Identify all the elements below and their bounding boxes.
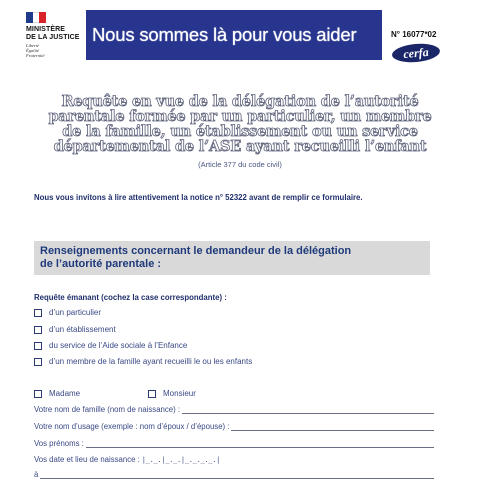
option-ase[interactable]: du service de l’Aide sociale à l’Enfance [34, 341, 187, 350]
nom-famille-input[interactable] [182, 406, 434, 414]
ministry-logo [26, 12, 86, 58]
option-etablissement[interactable]: d’un établissement [34, 325, 116, 334]
cerfa-logo: cerfa [391, 42, 440, 64]
section-header: Renseignements concernant le demandeur de la délégation de l’autorité parentale : [34, 241, 430, 275]
nom-usage-field[interactable]: Votre nom d’usage (exemple : nom d’époux / d’épouse) : [34, 422, 434, 431]
date-boxes-input[interactable]: |_._.|_._.|_._._._.| [141, 456, 221, 464]
form-title: Requête en vue de la délégation de l’autorité parentale formée par un particulier, un membre de la famille, un établissement ou un service départemental de l’ASE ayant recueilli l’enfant [48, 93, 432, 155]
nom-famille-field[interactable]: Votre nom de famille (nom de naissance) : [34, 405, 434, 414]
option-particulier[interactable]: d’un particulier [34, 308, 101, 317]
intro-notice: Nous vous invitons à lire attentivement la notice n° 52322 avant de remplir ce formulaire. [34, 193, 363, 202]
prenoms-input[interactable] [86, 440, 434, 448]
nom-usage-input[interactable] [231, 423, 434, 431]
checkbox[interactable] [34, 358, 42, 366]
french-flag-icon [26, 12, 46, 23]
option-madame[interactable]: Madame [34, 389, 80, 398]
requete-label: Requête émanant (cochez la case correspondante) : [34, 293, 227, 302]
prenoms-field[interactable]: Vos prénoms : [34, 439, 434, 448]
checkbox[interactable] [34, 309, 42, 317]
checkbox[interactable] [34, 342, 42, 350]
ministry-name: MINISTÈRE DE LA JUSTICE [26, 26, 80, 41]
lieu-naissance-field[interactable]: à [34, 470, 434, 479]
checkbox[interactable] [34, 390, 42, 398]
checkbox[interactable] [148, 390, 156, 398]
date-naissance-field[interactable]: Vos date et lieu de naissance : |_._.|_._.|_._._._.| [34, 455, 221, 464]
lieu-naissance-input[interactable] [40, 471, 434, 479]
republic-motto: Liberté Égalité Fraternité [26, 43, 45, 58]
article-reference: (Article 377 du code civil) [198, 160, 282, 169]
help-banner: Nous sommes là pour vous aider [86, 10, 382, 60]
checkbox[interactable] [34, 326, 42, 334]
option-monsieur[interactable]: Monsieur [148, 389, 196, 398]
cerfa-number: N° 16077*02 [391, 30, 437, 39]
option-famille[interactable]: d’un membre de la famille ayant recueilli le ou les enfants [34, 357, 252, 366]
